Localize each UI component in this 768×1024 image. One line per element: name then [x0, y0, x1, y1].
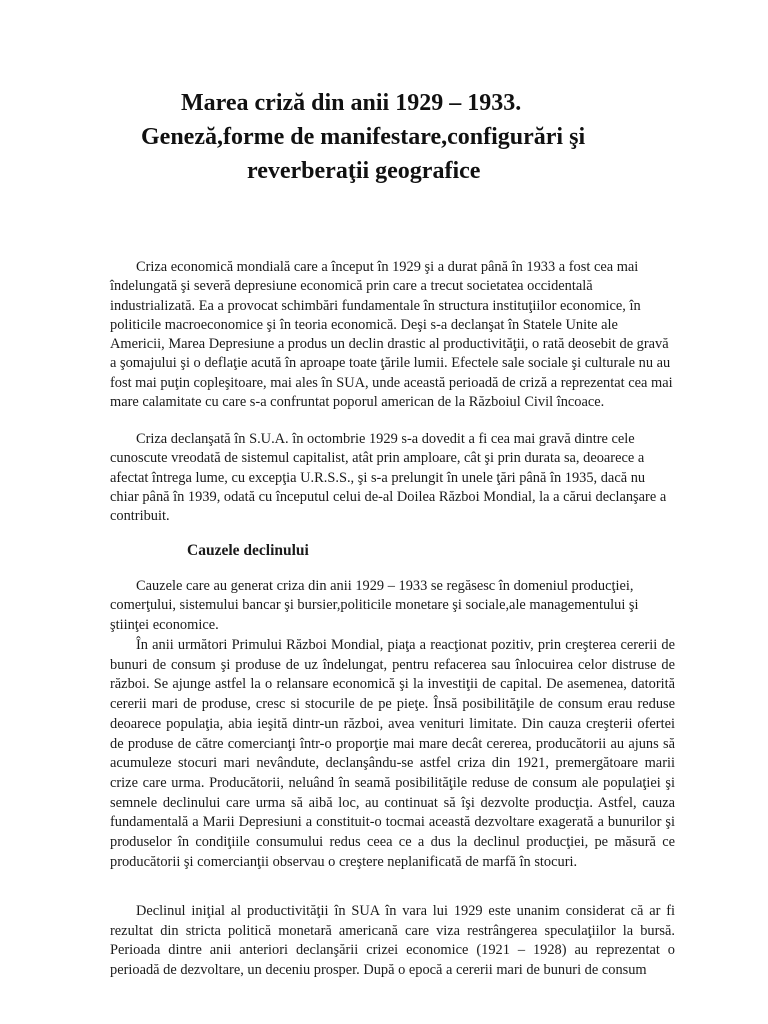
title-line-1: Marea criză din anii 1929 – 1933. [181, 90, 522, 116]
title-line-2: Geneză,forme de manifestare,configurări şi [141, 124, 586, 150]
paragraph-causes: Cauzele care au generat criza din anii 1929 – 1933 se regăsesc în domeniul producţiei, comerţului, sistemului bancar şi bursier,politicile monetare şi sociale,ale managementului şi ştiinţei economice. [110, 578, 639, 633]
paragraph-postwar: În anii următori Primului Război Mondial, piaţa a reacţionat pozitiv, prin creşterea cererii de bunuri de consum şi produse de uz îndelungat, pentru refacerea sau înlocuirea celor distruse de război. Se ajunge astfel la o relansare economică şi la investiţii de capital. De asemenea, datorită cererii mari de produse, cresc si stocurile de pe pieţe. Însă posibilităţile de consum erau reduse deoarece populaţia, abia ieşită dintr-un război, avea venituri limitate. Din cauza creşterii ofertei de produse de către comercianţi într-o proporţie mai mare decât cererea, producătorii au ajuns să acumuleze stocuri mari nevândute, declanşându-se astfel criza din 1921, premergătoare marii crize care urma. Producătorii, neluând în seamă posibilităţile reduse de consum ale populaţiei şi semnele declinului care urma să aibă loc, au continuat să îşi dezvolte producţia. Astfel, cauza fundamentală a Marii Depresiuni a constituit-o tocmai această dezvoltare exagerată a bunurilor şi produselor în condiţiile consumului redus ceea ce a dus la declinul producţiei, pe măsură ce producătorii şi comercianţii observau o creştere neplanificată de marfă în stocuri. [110, 637, 675, 870]
paragraph-decline: Declinul iniţial al productivităţii în SUA în vara lui 1929 este unanim considerat că ar fi rezultat din stricta politică monetară americană care viza restrângerea speculaţiilor la bursă. Perioada dintre anii anteriori declanşării crizei economice (1921 – 1928) au reprezentat o perioadă de dezvoltare, un deceniu prosper. După o epocă a cererii mari de bunuri de consum [110, 903, 675, 979]
title-line-3: reverberaţii geografice [247, 158, 481, 184]
paragraph-intro: Criza economică mondială care a început în 1929 şi a durat până în 1933 a fost cea mai îndelungată şi severă depresiune economică prin care a trecut societatea occidentală industrializată. Ea a provocat schimbări fundamentale în structura instituţiilor economice, în politicile macroeconomice şi în teoria economică. Deşi s-a declanşat în Statele Unite ale Americii, Marea Depresiune a produs un declin drastic al productivităţii, o rată deosebit de gravă a şomajului şi o deflaţie acută în aproape toate ţările lumii. Efectele sale sociale şi culturale nu au fost mai puţin copleşitoare, mai ales în SUA, unde această perioadă de criză a reprezentat cea mai mare calamitate cu care s-a confruntat poporul american de la Războiul Civil încoace. [110, 259, 673, 411]
paragraph-outbreak: Criza declanşată în S.U.A. în octombrie 1929 s-a dovedit a fi cea mai gravă dintre cele cunoscute vreodată de sistemul capitalist, atât prin amploare, cât şi prin durata sa, deoarece a afectat întrega lume, cu excepţia U.R.S.S., şi s-a prelungit în unele ţări până în 1935, dacă nu chiar până în 1939, odată cu începutul celui de-al Doilea Război Mondial, la a cărui declanşare a contribuit. [110, 431, 667, 525]
section-heading: Cauzele declinului [187, 542, 309, 559]
